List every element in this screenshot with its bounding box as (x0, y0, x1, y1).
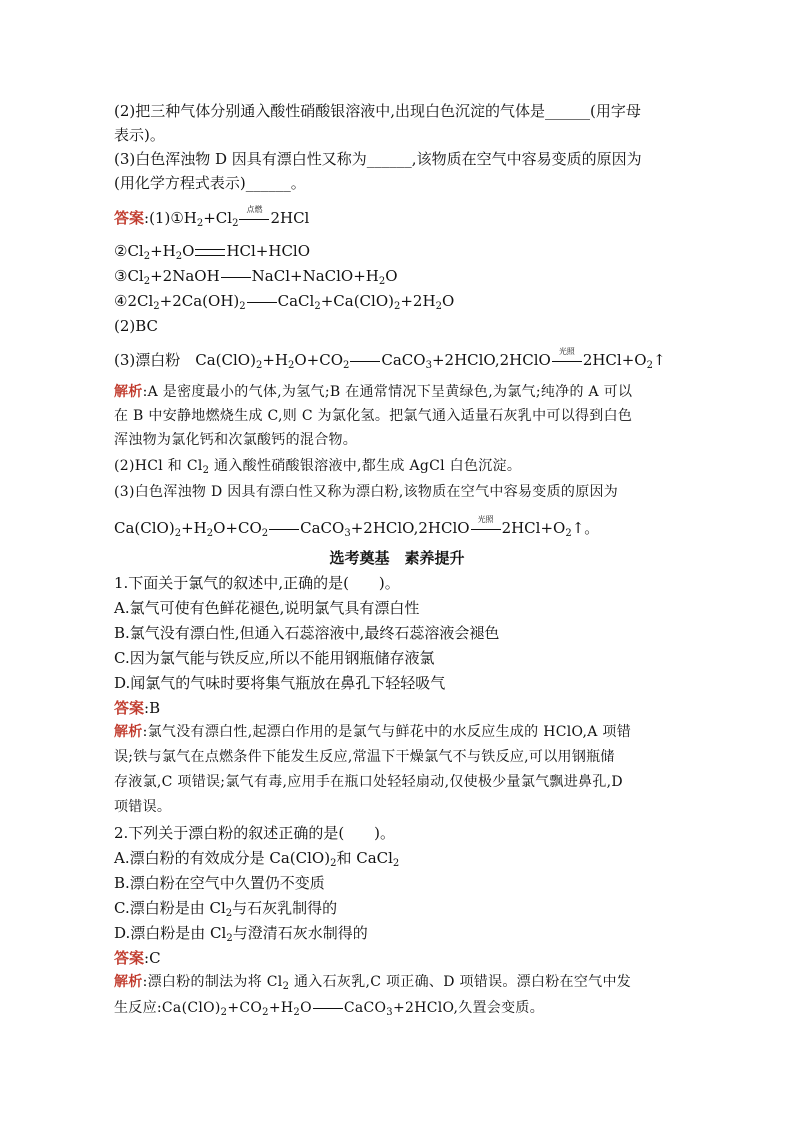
reaction-arrow (247, 296, 277, 308)
q1-option-b: B.氯气没有漂白性,但通入石蕊溶液中,最终石蕊溶液会褪色 (114, 624, 500, 642)
answer-2: (2)BC (114, 317, 159, 335)
reaction-arrow-light: 光照 (552, 355, 582, 367)
answer-3: (3)漂白粉 $Ca(ClO)_2+H_2O+CO_2$ CaCO$_3$+2HClO,2HClO 光照 $2HCl+O_2↑$ (114, 347, 666, 371)
answer-1-eq2: $②Cl_2+H_2O$ HCl+HClO (114, 242, 311, 262)
question-2-line-1: (2)把三种气体分别通入酸性硝酸银溶液中,出现白色沉淀的气体是______(用字母 (114, 102, 641, 120)
reaction-arrow-ignite: 点燃 (239, 213, 269, 225)
q1-answer: 答案:B (114, 699, 161, 717)
q1-option-d: D.闻氯气的气味时要将集气瓶放在鼻孔下轻轻吸气 (114, 674, 446, 692)
reaction-arrow (221, 271, 251, 283)
analysis-1-line-1: 解析:A 是密度最小的气体,为氢气;B 在通常情况下呈黄绿色,为氯气;纯净的 A 可以 (114, 384, 633, 400)
q2-answer: 答案:C (114, 949, 161, 967)
analysis-1-line-2: 在 B 中安静地燃烧生成 C,则 C 为氯化氢。把氯气通入适量石灰乳中可以得到白色 (114, 408, 633, 424)
answer-label: 答案 (114, 209, 145, 227)
q1-stem: 1.下面关于氯气的叙述中,正确的是( )。 (114, 574, 400, 592)
q1-option-c: C.因为氯气能与铁反应,所以不能用钢瓶储存液氯 (114, 649, 435, 667)
question-2-line-2: 表示)。 (114, 126, 165, 144)
answer-1-eq1: 答案$:(1)①H_2+Cl_2$ 点燃 2HCl (114, 205, 310, 229)
q2-option-a: A.漂白粉的有效成分是 $Ca(ClO)_2$和 CaCl$_2$ (114, 849, 400, 869)
reaction-arrow (313, 1002, 343, 1014)
q1-option-a: A.氯气可使有色鲜花褪色,说明氯气具有漂白性 (114, 599, 420, 617)
reversible-arrow (195, 249, 225, 256)
question-3-line-2: (用化学方程式表示)______。 (114, 174, 306, 192)
q1-analysis-line-4: 项错误。 (114, 799, 172, 815)
answer-1-eq3: $③Cl_2+2NaOH$ $NaCl+NaClO+H_2O$ (114, 267, 398, 287)
analysis-label: 解析 (114, 384, 143, 400)
q1-analysis-line-2: 误;铁与氯气在点燃条件下能发生反应,常温下干燥氯气不与铁反应,可以用钢瓶储 (114, 749, 615, 765)
answer-1-eq4: $④2Cl_2+2Ca(OH)_2$ $CaCl_2+Ca(ClO)_2+2H_2O$ (114, 292, 455, 312)
q2-option-d: D.漂白粉是由 $Cl_2$与澄清石灰水制得的 (114, 924, 368, 944)
reaction-arrow (350, 355, 380, 367)
reaction-arrow (269, 523, 299, 535)
analysis-1-line-5: (3)白色浑浊物 D 因具有漂白性又称为漂白粉,该物质在空气中容易变质的原因为 (114, 484, 619, 500)
q1-analysis-line-3: 存液氯,C 项错误;氯气有毒,应用手在瓶口处轻轻扇动,仅使极少量氯气飘进鼻孔,D (114, 774, 623, 790)
section-title: 选考奠基 素养提升 (329, 549, 465, 567)
analysis-1-line-6: $Ca(ClO)_2+H_2O+CO_2$ CaCO$_3$+2HClO,2HClO 光照 $2HCl+O_2↑$。 (114, 515, 600, 539)
analysis-1-line-4: (2)HCl 和 $Cl_2$ 通入酸性硝酸银溶液中,都生成 AgCl 白色沉淀。 (114, 458, 522, 476)
q2-option-c: C.漂白粉是由 $Cl_2$与石灰乳制得的 (114, 899, 338, 919)
q2-stem: 2.下列关于漂白粉的叙述正确的是( )。 (114, 824, 396, 842)
q2-analysis-line-1: 解析:漂白粉的制法为将 $Cl_2$ 通入石灰乳,C 项正确、D 项错误。漂白粉在空气中发 (114, 974, 632, 992)
analysis-1-line-3: 浑浊物为氯化钙和次氯酸钙的混合物。 (114, 432, 358, 448)
q2-analysis-line-2: 生反应$:Ca(ClO)_2+CO_2+H_2O$ CaCO$_3$+2HClO,久置会变质。 (114, 1000, 545, 1018)
reaction-arrow-light: 光照 (471, 523, 501, 535)
q2-option-b: B.漂白粉在空气中久置仍不变质 (114, 874, 325, 892)
question-3-line-1: (3)白色浑浊物 D 因具有漂白性又称为______,该物质在空气中容易变质的原因为 (114, 150, 642, 168)
q1-analysis-line-1: 解析:氯气没有漂白性,起漂白作用的是氯气与鲜花中的水反应生成的 HClO,A 项错 (114, 724, 631, 740)
